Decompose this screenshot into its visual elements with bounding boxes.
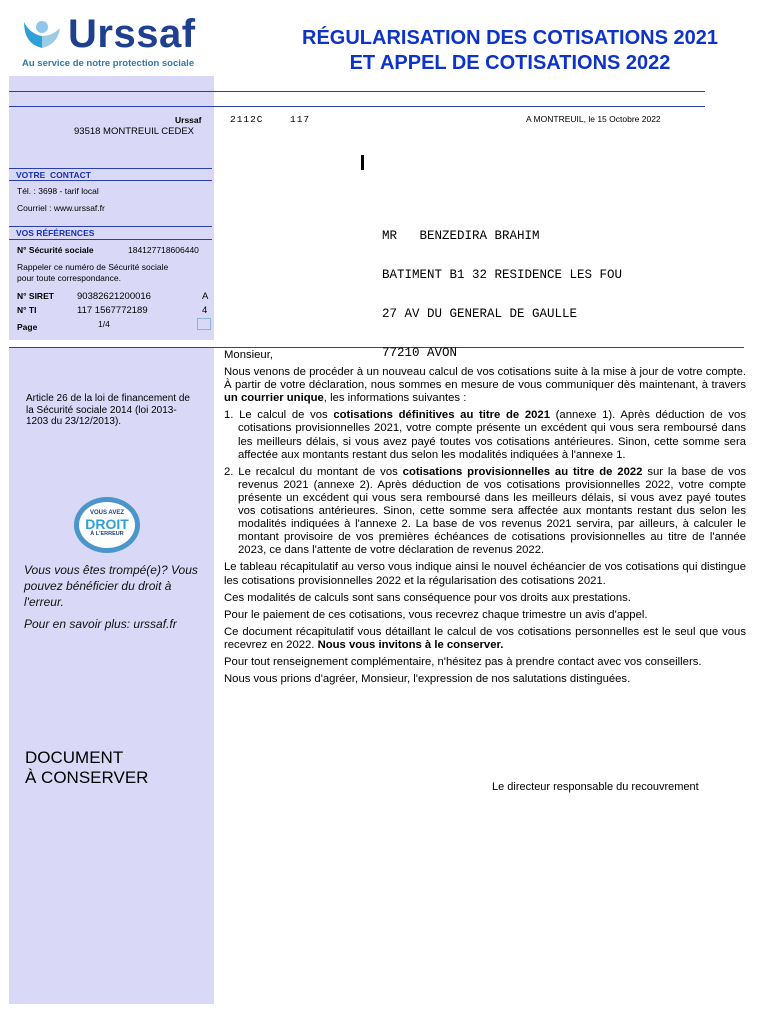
rights-paragraph: Ces modalités de calculs sont sans conséquence pour vos droits aux prestations. xyxy=(224,591,631,604)
recipient-address xyxy=(382,204,622,373)
urssaf-logo-icon xyxy=(22,18,62,54)
ti-code: 4 xyxy=(202,305,208,316)
keep-line-1: DOCUMENT xyxy=(25,748,124,767)
divider xyxy=(9,239,212,240)
ss-value: 184127718606440 xyxy=(128,245,199,255)
sender-address: 93518 MONTREUIL CEDEX xyxy=(74,126,195,137)
payment-paragraph: Pour le paiement de ces cotisations, vous recevrez chaque trimestre un avis d'appel. xyxy=(224,608,648,621)
ss-reminder: Rappeler ce numéro de Sécurité sociale pour toute correspondance. xyxy=(17,262,169,283)
doc-text: Ce document récapitulatif vous détaillant le calcul de vos cotisations personnelles est le seul que vous recevrez en 2022. xyxy=(224,625,746,651)
sender-name: Urssaf xyxy=(175,115,202,125)
ti-label: N° TI xyxy=(17,305,37,315)
date-line: A MONTREUIL, le 15 Octobre 2022 xyxy=(526,114,661,124)
signature: Le directeur responsable du recouvrement xyxy=(492,781,699,793)
page-title xyxy=(240,26,768,76)
intro-text: Nous venons de procéder à un nouveau calcul de vos cotisations suite à la mise à jour de votre compte. À partir de votre déclaration, nous sommes en mesure de vous communiquer dès maintenant, à travers xyxy=(224,366,746,392)
info-paragraph: Pour tout renseignement complémentaire, n'hésitez pas à prendre contact avec vos conseillers. xyxy=(224,655,702,668)
contact-heading: VOTRE CONTACT xyxy=(16,170,91,180)
article-reference: Article 26 de la loi de financement de la Sécurité sociale 2014 (loi 2013-1203 du 23/12/2013). xyxy=(26,393,190,427)
badge-line-1: VOUS AVEZ xyxy=(89,510,124,516)
item2-bold: cotisations provisionnelles au titre de 2022 xyxy=(402,465,643,478)
recipient-line-3: 27 AV DU GENERAL DE GAULLE xyxy=(382,307,578,321)
error-right-text: Vous vous êtes trompé(e)? Vous pouvez bénéficier du droit à l'erreur. xyxy=(24,563,198,609)
item1-text-end: (annexe 1). Après déduction de vos cotisations provisionnelles 2021, votre compte présente un excédent qui vous sera remboursé dans les meilleurs délais, si vous avez payé toutes vos cotisations antérieures. Sinon, cette somme sera affectée aux montants restant dus selon les modalités indiquées à l'annexe 1. xyxy=(238,409,746,461)
page-label: Page xyxy=(17,322,38,332)
contact-phone: Tél. : 3698 - tarif local xyxy=(17,186,99,196)
recipient-line-1: MR BENZEDIRA BRAHIM xyxy=(382,229,540,243)
siret-value: 90382621200016 xyxy=(77,291,151,302)
recipient-line-2: BATIMENT B1 32 RESIDENCE LES FOU xyxy=(382,268,623,282)
siret-code: A xyxy=(202,291,209,302)
item1-text: 1. Le calcul de vos xyxy=(224,409,334,422)
logo-text: Urssaf xyxy=(68,12,196,56)
ss-label: N° Sécurité sociale xyxy=(17,245,94,255)
list-item-2 xyxy=(224,466,746,558)
droit-erreur-badge-icon xyxy=(74,497,140,553)
item2-text-end: sur la base de vos revenus 2021 (annexe 2). Après déduction de vos cotisations provisionnelles 2022, votre compte présente un excédent qui vous sera remboursé dans les meilleurs délais, si vous avez payé toutes vos cotisations antérieures. Sinon, cette somme sera affectée aux montants restant dus selon les modalités indiquées à l'annexe 2. La base de vos revenus 2021 servira, par ailleurs, à calculer le montant provisoire de vos premières échéances de cotisations provisionnelles au titre de l'année 2023, ce dans l'attente de votre déclaration de revenus 2022. xyxy=(238,465,746,557)
divider xyxy=(9,91,705,92)
divider xyxy=(9,168,212,169)
letter-body xyxy=(224,346,746,690)
ti-value: 117 1567772189 xyxy=(77,305,148,316)
page-number: 1/4 xyxy=(98,319,110,329)
reference-code-1: 2112C xyxy=(230,114,264,125)
divider xyxy=(9,106,705,107)
closing-paragraph: Nous vous prions d'agréer, Monsieur, l'expression de nos salutations distinguées. xyxy=(224,673,631,686)
intro-paragraph xyxy=(224,366,746,405)
references-heading: VOS RÉFÉRENCES xyxy=(16,228,95,238)
recipient-line-4: 77210 AVON xyxy=(382,346,458,360)
intro-bold: un courrier unique xyxy=(224,392,324,405)
divider xyxy=(9,347,744,348)
document-paragraph xyxy=(224,626,746,652)
logo-tagline: Au service de notre protection sociale xyxy=(22,58,195,69)
intro-text-end: , les informations suivantes : xyxy=(323,392,467,405)
contact-email: Courriel : www.urssaf.fr xyxy=(17,203,105,213)
list-item-1 xyxy=(224,409,746,461)
title-line-2: ET APPEL DE COTISATIONS 2022 xyxy=(349,52,671,74)
divider xyxy=(9,226,212,227)
scan-mark xyxy=(361,155,364,170)
title-line-1: RÉGULARISATION DES COTISATIONS 2021 xyxy=(302,27,718,49)
page-box xyxy=(197,318,211,330)
doc-bold: Nous vous invitons à le conserver. xyxy=(317,638,504,651)
sidebar-notes-panel xyxy=(9,348,214,1004)
item1-bold: cotisations définitives au titre de 2021 xyxy=(333,409,550,422)
badge-line-2: DROIT xyxy=(85,516,129,532)
more-info-link[interactable]: Pour en savoir plus: urssaf.fr xyxy=(24,617,177,631)
badge-line-3: À L'ERREUR xyxy=(90,531,124,537)
reference-code-2: 117 xyxy=(290,114,311,125)
keep-line-2: À CONSERVER xyxy=(25,768,149,787)
salutation: Monsieur, xyxy=(224,349,273,361)
table-paragraph: Le tableau récapitulatif au verso vous indique ainsi le nouvel échéancier de vos cotisations qui distingue les cotisations provisionnelles 2022 et la régularisation des cotisations 2021. xyxy=(224,561,746,587)
keep-document-notice xyxy=(25,748,148,788)
divider xyxy=(9,180,212,181)
siret-label: N° SIRET xyxy=(17,291,54,301)
item2-text: 2. Le recalcul du montant de vos xyxy=(224,465,403,478)
